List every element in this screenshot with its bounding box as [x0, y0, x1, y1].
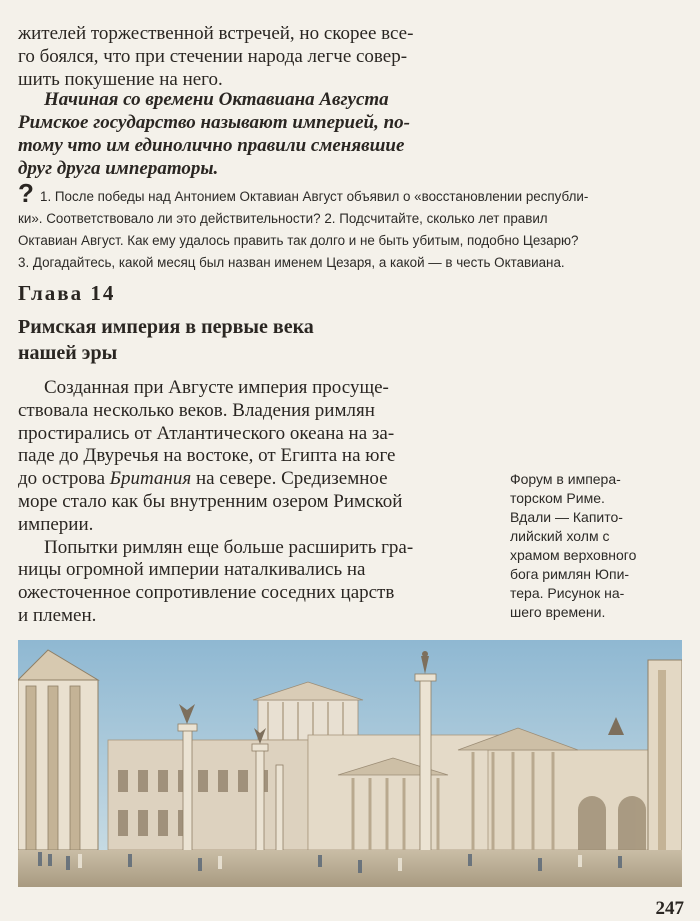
body-line: море стало как бы внутренним озером Римской — [18, 490, 403, 512]
body-line: ствовала несколько веков. Владения римлян — [18, 399, 375, 421]
emphasis-line: Начиная со времени Октавиана Августа — [44, 89, 389, 110]
emphasis-line: тому что им единолично правили сменявшие — [18, 135, 405, 156]
review-questions — [18, 178, 682, 274]
question-mark-icon: ? — [18, 178, 34, 208]
body-line-britain — [18, 468, 488, 491]
illustration-caption — [510, 470, 660, 622]
caption-line: храмом верховного — [510, 547, 637, 563]
body-line: паде до Двуречья на востоке, от Египта на юге — [18, 445, 396, 467]
caption-line: Вдали — Капито- — [510, 509, 623, 525]
body-line: и племен. — [18, 604, 97, 626]
term-britain: Британия — [109, 468, 192, 490]
intro-paragraph — [18, 22, 488, 91]
foreground-temple — [18, 650, 98, 850]
emphasis-line: Римское государство называют империей, по- — [18, 112, 410, 133]
question-line: 1. После победы над Антонием Октавиан Август объявил о «восстановлении республи- — [40, 189, 589, 204]
forum-pavement — [18, 850, 682, 887]
chapter-title — [18, 314, 478, 366]
body-text: на севере. Средиземное — [191, 468, 388, 490]
emphasis-line: друг друга императоры. — [18, 158, 219, 179]
caption-line: Форум в импера- — [510, 471, 621, 487]
caption-line: бога римлян Юпи- — [510, 566, 630, 582]
caption-line: тера. Рисунок на- — [510, 585, 625, 601]
chapter-title-line: Римская империя в первые века — [18, 316, 314, 338]
body-line: Попытки римлян еще больше расширить гра- — [44, 536, 414, 558]
question-line: 3. Догадайтесь, какой месяц был назван именем Цезаря, а какой — в честь Октавиана. — [18, 255, 565, 270]
chapter-label: Глава 14 — [18, 281, 116, 305]
intro-line: жителей торжественной встречей, но скорее все- — [18, 23, 414, 44]
body-line: ожесточенное сопротивление соседних царств — [18, 582, 395, 604]
body-line: Созданная при Августе империя просуще- — [44, 377, 389, 398]
page-number: 247 — [655, 898, 684, 919]
body-line: империи. — [18, 513, 94, 535]
question-line: Октавиан Август. Как ему удалось править так долго и не быть убитым, подобно Цезарю? — [18, 233, 579, 248]
chapter-title-line: нашей эры — [18, 342, 118, 364]
intro-line: го боялся, что при стечении народа легче совер- — [18, 46, 408, 67]
forum-painting — [18, 640, 682, 887]
chapter-body — [18, 377, 488, 628]
roman-forum-illustration — [18, 640, 682, 887]
body-line: ницы огромной империи наталкивались на — [18, 559, 366, 581]
body-line: простирались от Атлантического океана на за- — [18, 422, 395, 444]
key-conclusion — [18, 88, 488, 180]
caption-line: шего времени. — [510, 604, 606, 620]
intro-line: шить покушение на него. — [18, 69, 223, 90]
body-text: до острова — [18, 468, 110, 490]
right-building — [648, 660, 682, 855]
question-line: ки». Соответствовало ли это действительности? 2. Подсчитайте, сколько лет правил — [18, 211, 548, 226]
caption-line: торском Риме. — [510, 490, 605, 506]
caption-line: лийский холм с — [510, 528, 610, 544]
